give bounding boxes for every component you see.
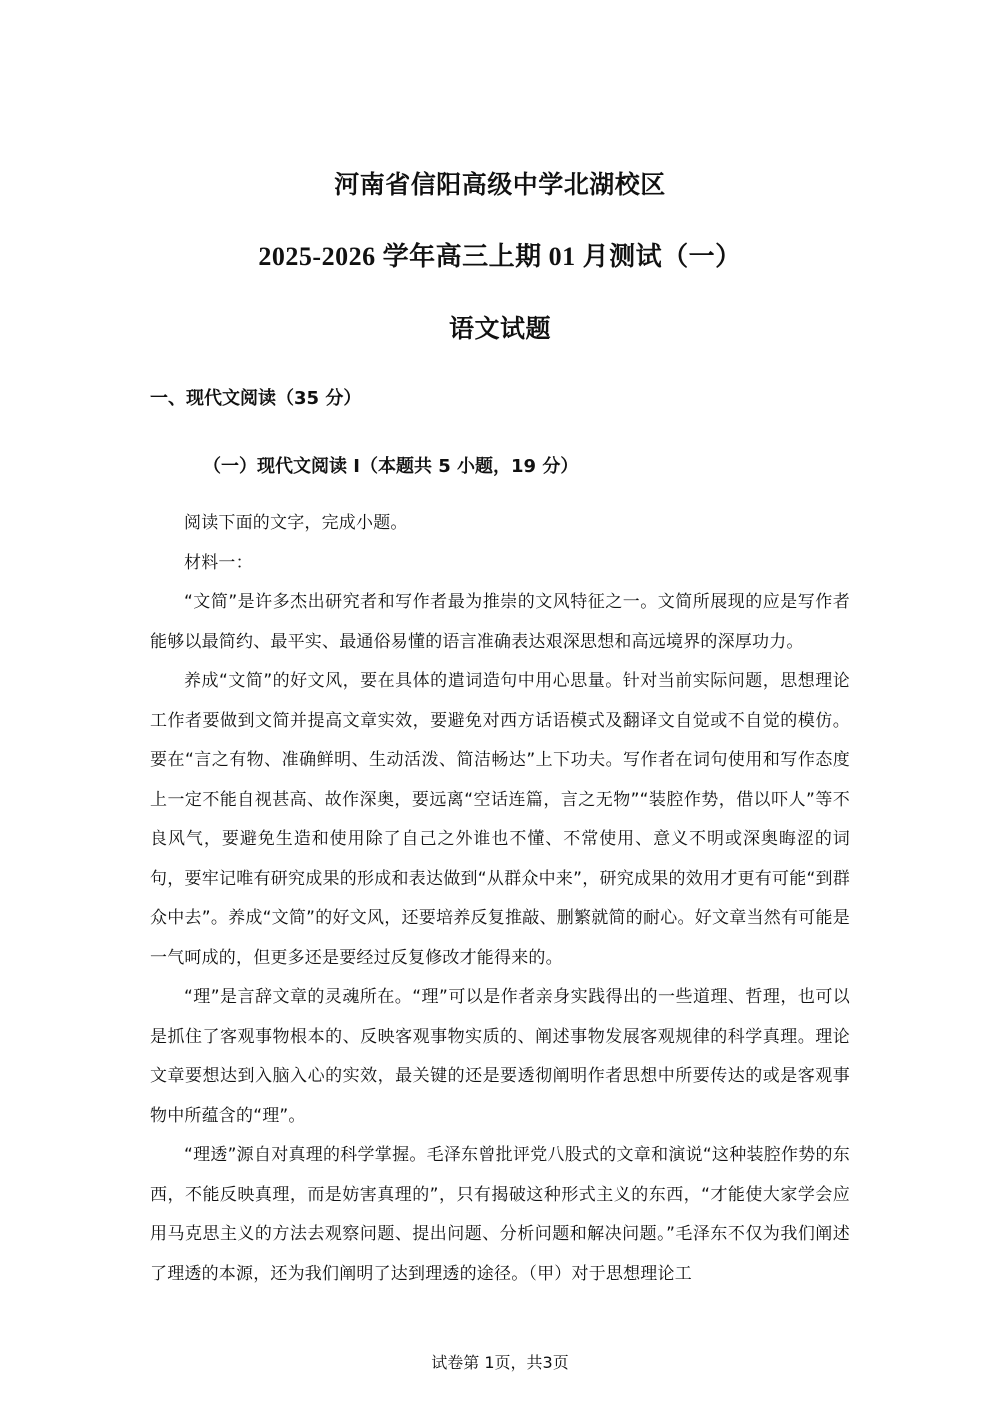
exam-title: 2025-2026 学年高三上期 01 月测试（一） (258, 242, 742, 271)
passage-paragraph: “理”是言辞文章的灵魂所在。“理”可以是作者亲身实践得出的一些道理、哲理，也可以是抓住了客观事物根本的、反映客观事物实质的、阐述事物发展客观规律的科学真理。理论文章要想达到入脑入心的实效，最关键的还是要透彻阐明作者思想中所要传达的或是客观事物中所蕴含的“理”。 (150, 987, 850, 1126)
section-heading: 一、现代文阅读（35 分） (150, 388, 362, 409)
page-footer: 试卷第 1页，共3页 (431, 1353, 569, 1372)
passage-paragraph: “文简”是许多杰出研究者和写作者最为推崇的文风特征之一。文简所展现的应是写作者能够以最简约、最平实、最通俗易懂的语言准确表达艰深思想和高远境界的深厚功力。 (150, 592, 850, 652)
subsection-heading: （一）现代文阅读 I（本题共 5 小题，19 分） (203, 456, 579, 477)
material-label: 材料一： (184, 552, 253, 573)
subject-title: 语文试题 (448, 314, 551, 343)
passage-paragraph: 养成“文简”的好文风，要在具体的遣词造句中用心思量。针对当前实际问题，思想理论工作者要做到文简并提高文章实效，要避免对西方话语模式及翻译文自觉或不自觉的模仿。要在“言之有物、准确鲜明、生动活泼、简洁畅达”上下功夫。写作者在词句使用和写作态度上一定不能自视甚高、故作深奥，要远离“空话连篇，言之无物”“装腔作势，借以吓人”等不良风气，要避免生造和使用除了自己之外谁也不懂、不常使用、意义不明或深奥晦涩的词句，要牢记唯有研究成果的形成和表达做到“从群众中来”，研究成果的效用才更有可能“到群众中去”。养成“文简”的好文风，还要培养反复推敲、删繁就简的耐心。好文章当然有可能是一气呵成的，但更多还是要经过反复修改才能得来的。 (150, 671, 850, 968)
instruction-text: 阅读下面的文字，完成小题。 (184, 513, 408, 533)
passage-paragraph: “理透”源自对真理的科学掌握。毛泽东曾批评党八股式的文章和演说“这种装腔作势的东西，不能反映真理，而是妨害真理的”，只有揭破这种形式主义的东西，“才能使大家学会应用马克思主义的方法去观察问题、提出问题、分析问题和解决问题。”毛泽东不仅为我们阐述了理透的本源，还为我们阐明了达到理透的途径。（甲）对于思想理论工 (150, 1145, 850, 1284)
school-title: 河南省信阳高级中学北湖校区 (334, 170, 666, 199)
passage-body (150, 504, 850, 1294)
